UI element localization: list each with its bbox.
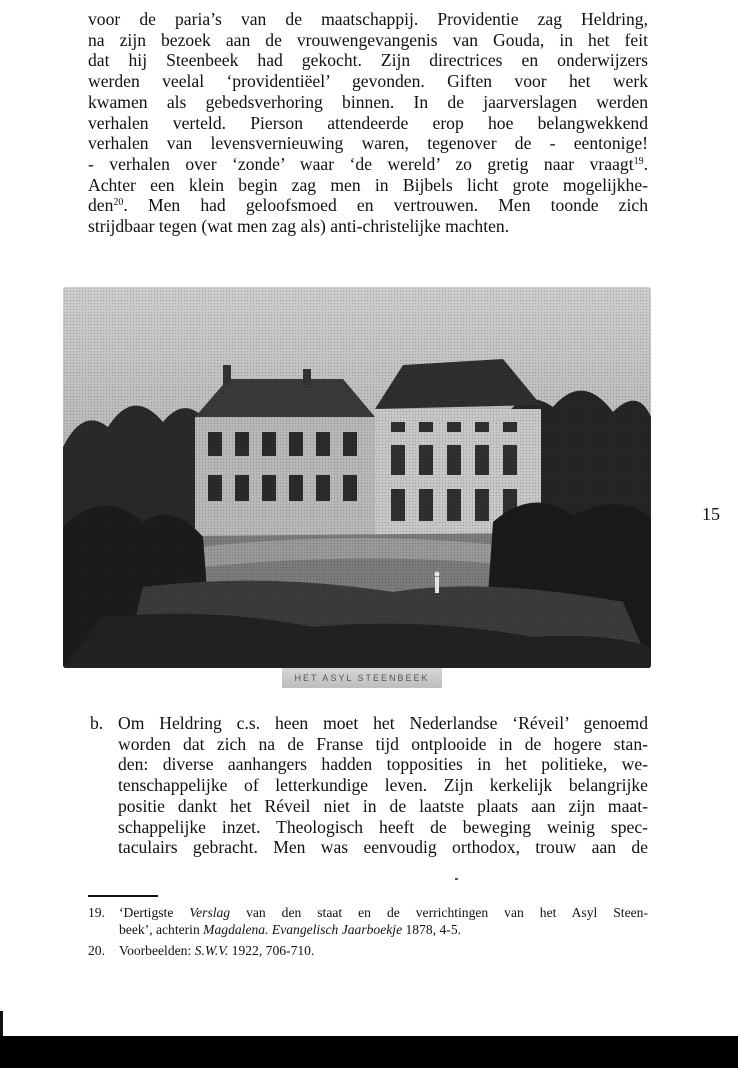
footnote-ref-19[interactable]: 19 bbox=[633, 155, 644, 167]
italic-title: Verslag bbox=[189, 905, 231, 920]
footnote-text bbox=[119, 942, 648, 959]
text-fragment: 1922, 706-710. bbox=[228, 943, 315, 958]
italic-title: S.W.V. bbox=[194, 943, 229, 958]
text-line: worden dat zich na de Franse tijd ontplooide in de hogere stan- bbox=[118, 733, 648, 754]
italic-title: Magdalena. Evangelisch Jaarboekje bbox=[203, 922, 403, 937]
text-line: voor de paria’s van de maatschappij. Providentie zag Heldring, bbox=[88, 9, 648, 29]
text-line: Om Heldring c.s. heen moet het Nederlandse ‘Réveil’ genoemd bbox=[118, 713, 648, 733]
text-line: na zijn bezoek aan de vrouwengevangenis van Gouda, in het feit bbox=[88, 29, 648, 50]
text-fragment: ‘Dertigste bbox=[119, 905, 190, 920]
footnote-divider bbox=[88, 895, 158, 897]
text-fragment: . bbox=[643, 153, 648, 174]
text-line: schappelijke inzet. Theologisch heeft de beweging weinig spec- bbox=[118, 816, 648, 837]
body-paragraph-1 bbox=[88, 9, 648, 237]
footnote-text bbox=[119, 904, 648, 938]
text-fragment: den bbox=[88, 195, 114, 216]
footnote-number: 19. bbox=[88, 905, 105, 920]
text-line: werden veelal ‘providentiëel’ gevonden. Giften voor het werk bbox=[88, 71, 648, 92]
text-line bbox=[119, 942, 648, 959]
footnote-ref-20[interactable]: 20 bbox=[113, 197, 124, 209]
text-line: strijdbaar tegen (wat men zag als) anti-christelijke machten. bbox=[88, 216, 510, 237]
building-photo bbox=[63, 287, 651, 668]
text-line: verhalen verteld. Pierson attendeerde erop hoe belangwekkend bbox=[88, 112, 648, 133]
text-line: tenschappelijke of letterkundige leven. Zijn kerkelijk belangrijke bbox=[118, 775, 648, 796]
text-fragment: beek’, achterin bbox=[119, 922, 204, 937]
text-line: positie dankt het Réveil niet in de laatste plaats aan zijn maat- bbox=[118, 795, 648, 816]
text-line: Achter een klein begin zag men in Bijbels licht grote mogelijkhe- bbox=[88, 174, 648, 195]
paragraph-body bbox=[118, 713, 648, 858]
text-fragment: van den staat en de verrichtingen van het Asyl Steen- bbox=[230, 905, 648, 920]
list-label: b. bbox=[90, 713, 104, 733]
text-line: kwamen als gebedsverhoring binnen. In de jaarverslagen werden bbox=[88, 91, 648, 112]
footnote-20 bbox=[88, 942, 648, 959]
text-line: verhalen van levensvernieuwing waren, tegenover de - eentonige! bbox=[88, 133, 648, 154]
building-illustration bbox=[63, 287, 651, 668]
scan-bottom-band bbox=[0, 1036, 738, 1068]
text-line bbox=[88, 154, 648, 175]
print-speck bbox=[455, 878, 458, 880]
footnotes bbox=[88, 904, 648, 963]
text-fragment: - verhalen over ‘zonde’ waar ‘de wereld’ zo gretig naar vraagt bbox=[88, 153, 634, 174]
text-line bbox=[88, 195, 648, 216]
text-fragment: . Men had geloofsmoed en vertrouwen. Men toonde zich bbox=[123, 195, 648, 216]
text-line: dat hij Steenbeek had gekocht. Zijn directrices en onderwijzers bbox=[88, 50, 648, 71]
text-line: den: diverse aanhangers hadden topposities in het politieke, we- bbox=[118, 754, 648, 775]
footnote-number: 20. bbox=[88, 943, 105, 958]
text-line: taculairs gebracht. Men was eenvoudig orthodox, trouw aan de bbox=[118, 837, 648, 858]
photo-caption: HET ASYL STEENBEEK bbox=[282, 668, 442, 688]
text-line bbox=[119, 921, 648, 938]
footnote-19 bbox=[88, 904, 648, 938]
text-fragment: Voorbeelden: bbox=[119, 943, 195, 958]
text-line bbox=[119, 904, 648, 921]
page-number: 15 bbox=[702, 504, 720, 524]
text-fragment: 1878, 4-5. bbox=[402, 922, 462, 937]
body-paragraph-2 bbox=[90, 713, 648, 858]
